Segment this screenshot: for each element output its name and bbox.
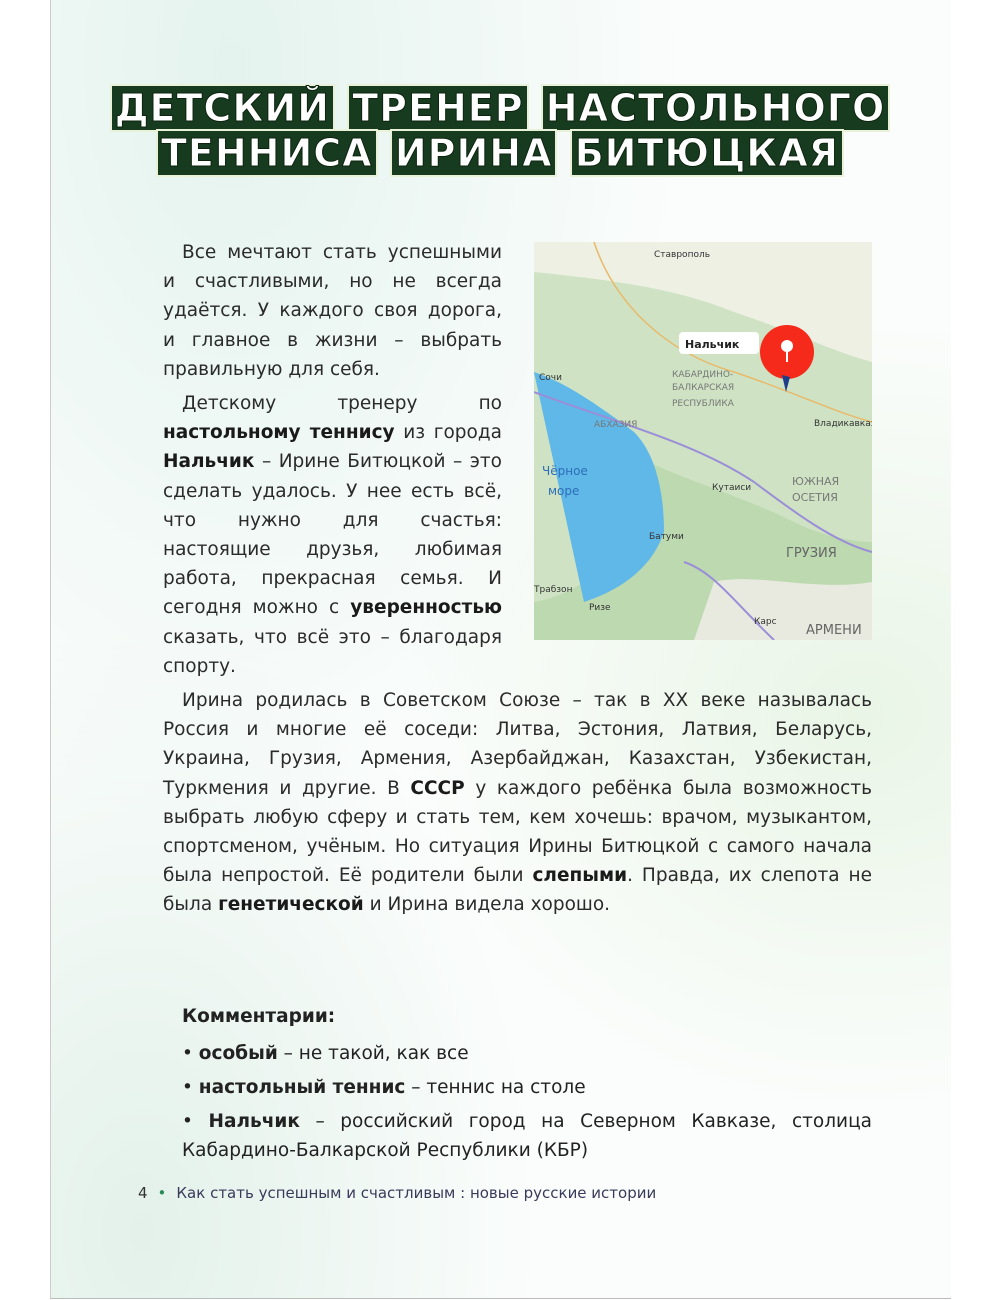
- comments-heading: Комментарии:: [182, 1006, 336, 1027]
- map-label: ЮЖНАЯ: [792, 475, 840, 488]
- paragraph-3: [163, 686, 872, 920]
- comment-term: Нальчик: [208, 1111, 300, 1132]
- paragraph-1: Все мечтают стать успешными и счастливыми, но не всегда удаётся. У каждого своя дорога, и главное в жизни – выбрать правильную для себя.: [163, 242, 502, 380]
- map-label: Кутаиси: [712, 483, 752, 493]
- page-number: 4: [138, 1184, 148, 1202]
- map-label: РЕСПУБЛИКА: [672, 399, 734, 409]
- comment-item: • настольный теннис – теннис на столе: [182, 1077, 586, 1098]
- title-word: ТРЕНЕР: [349, 86, 526, 130]
- comment-item: • Нальчик – российский город на Северном Кавказе, столица Кабардино-Балкарской Республики (КБР): [182, 1111, 872, 1161]
- text: из города: [394, 422, 502, 444]
- map-label: Карс: [754, 617, 777, 627]
- bold-term: СССР: [410, 777, 465, 799]
- comments-section: [182, 1002, 872, 1170]
- bold-term: Нальчик: [163, 451, 255, 473]
- bold-term: слепыми: [532, 865, 628, 887]
- text: Детскому тренеру по: [182, 393, 502, 415]
- map-label: Ставрополь: [654, 250, 711, 260]
- title-word: ИРИНА: [392, 131, 556, 175]
- map-label: Чёрное: [542, 464, 588, 478]
- map-label: Владикавказ: [814, 419, 872, 429]
- text: у каждого ребёнка была возможность выбрать любую сферу и стать тем, кем хочешь: врачом, музыкантом, спортсменом, учёным. Но ситуация Ирины Битюцкой с самого начала была непростой. Её родители были: [163, 777, 872, 887]
- page-footer: [138, 1184, 656, 1202]
- map-label: Трабзон: [534, 585, 573, 595]
- map-label: ОСЕТИЯ: [792, 491, 838, 504]
- map-pin-label: Нальчик: [685, 338, 740, 351]
- title-word: НАСТОЛЬНОГО: [543, 86, 888, 130]
- map-label: ГРУЗИЯ: [786, 546, 837, 561]
- text: Ирина родилась в Советском Союзе – так в XX веке называлась Россия и многие её соседи: Литва, Эстония, Латвия, Беларусь, Украина, Грузия, Армения, Азербайджан, Казахстан, Узбекистан, Туркмения и другие. В: [163, 690, 872, 799]
- comment-definition: – не такой, как все: [277, 1043, 469, 1064]
- text: сказать, что всё это – благодаря спорту.: [163, 626, 502, 677]
- text: и Ирина видела хорошо.: [363, 894, 611, 916]
- comment-term: настольный теннис: [198, 1077, 406, 1098]
- bold-term: настольному теннису: [163, 422, 395, 444]
- map-label: море: [548, 484, 580, 498]
- book-title: Как стать успешным и счастливым : новые русские истории: [176, 1184, 657, 1202]
- text: . Правда, их слепота не была: [163, 865, 872, 916]
- map-label: КАБАРДИНО-: [672, 370, 734, 380]
- bold-term: генетической: [218, 894, 364, 916]
- map-label: Сочи: [539, 373, 562, 383]
- map-label: Ризе: [589, 603, 611, 613]
- footer-bullet: •: [157, 1184, 167, 1202]
- comment-item: • особый – не такой, как все: [182, 1043, 469, 1064]
- map-image: [534, 242, 872, 640]
- map-label: АБХАЗИЯ: [594, 420, 638, 430]
- comment-term: особый: [198, 1043, 278, 1064]
- text: – Ирине Битюцкой – это сделать удалось. У нее есть всё, что нужно для счастья: настоящие друзья, любимая работа, прекрасная семья. И сегодня можно с: [163, 451, 502, 619]
- map-label: Батуми: [649, 532, 684, 542]
- bold-term: уверенностью: [350, 597, 502, 619]
- map-label: АРМЕНИ: [806, 623, 862, 638]
- title-word: БИТЮЦКАЯ: [572, 131, 842, 175]
- title-word: ТЕННИСА: [158, 131, 376, 175]
- title-word: ДЕТСКИЙ: [112, 86, 333, 130]
- title-line-2: [0, 131, 1000, 176]
- comment-definition: – российский город на Северном Кавказе, столица Кабардино-Балкарской Республики (КБР): [182, 1111, 872, 1161]
- title-line-1: [0, 86, 1000, 131]
- page-title: [0, 86, 1000, 176]
- article-body: [163, 238, 872, 925]
- comment-definition: – теннис на столе: [405, 1077, 586, 1098]
- map-label: БАЛКАРСКАЯ: [672, 383, 735, 393]
